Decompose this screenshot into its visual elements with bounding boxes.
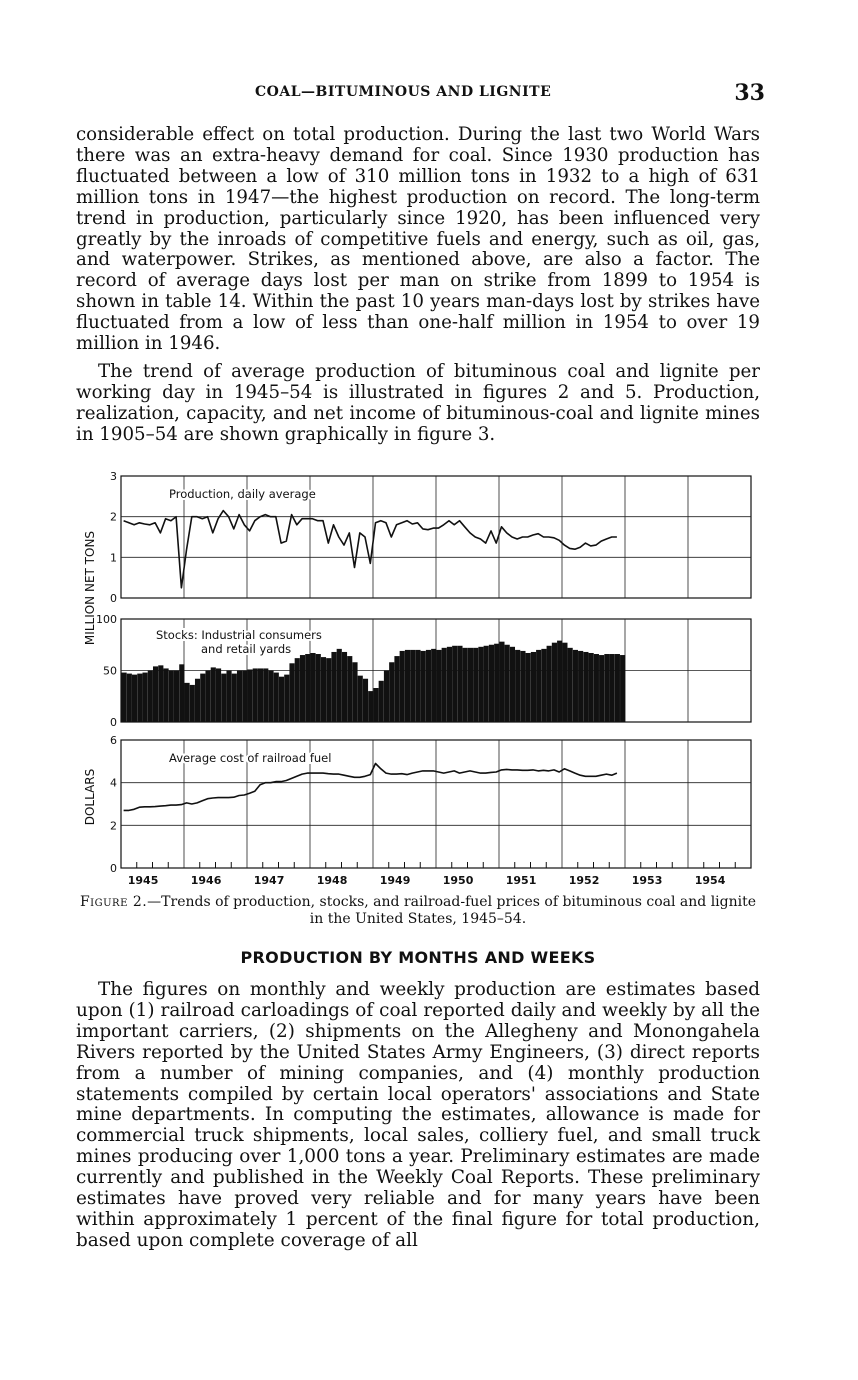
stock-bar <box>127 674 132 722</box>
stock-bar <box>232 674 237 722</box>
stock-bar <box>253 668 258 722</box>
stock-bar <box>284 675 289 722</box>
stock-bar <box>552 643 557 722</box>
production-line <box>124 511 617 588</box>
stock-bar <box>547 646 552 722</box>
x-tick-label: 1950 <box>442 874 474 887</box>
figure-caption-text: —Trends of production, stocks, and railroad-fuel prices of bituminous coal and lignite in the United States, 1945–54. <box>147 894 757 927</box>
running-head <box>75 80 765 106</box>
y-tick-label: 0 <box>110 592 117 605</box>
chart-panel-2 <box>96 613 751 729</box>
stock-bar <box>295 658 300 722</box>
stock-bar <box>321 657 326 722</box>
stock-bar <box>363 679 368 722</box>
x-tick-label: 1946 <box>190 874 222 887</box>
panel-title: Average cost of railroad fuel <box>169 751 332 765</box>
stock-bar <box>389 662 394 722</box>
stock-bar <box>594 654 599 722</box>
stock-bar <box>200 674 205 722</box>
stock-bar <box>499 642 504 722</box>
y-tick-label: 6 <box>110 734 117 747</box>
stock-bar <box>237 671 242 723</box>
stock-bar <box>505 645 510 722</box>
stock-bar <box>190 685 195 722</box>
stock-bar <box>305 654 310 722</box>
stock-bar <box>205 671 210 723</box>
stock-bar <box>326 658 331 722</box>
stocks-title-line: and retail yards <box>201 642 292 656</box>
x-tick-label: 1947 <box>253 874 285 887</box>
stock-bar <box>515 650 520 722</box>
x-tick-label: 1948 <box>316 874 348 887</box>
x-tick-label: 1953 <box>631 874 663 887</box>
stock-bar <box>510 647 515 722</box>
chart-panel-1 <box>110 470 751 605</box>
y-tick-label: 2 <box>110 819 117 833</box>
y-tick-label: 100 <box>96 613 117 626</box>
stock-bar <box>279 677 284 722</box>
fuel-cost-line <box>124 764 617 811</box>
stock-bar <box>337 649 342 722</box>
body-paragraph-2: The trend of average production of bituminous coal and lignite per working day in 1945–54 is illustrated in figures 2 and 5. Production, realization, capacity, and net income of bituminous-coal and lignite mines in 1905–54 are shown graphically in figure 3. <box>76 361 760 445</box>
figure-caption-lead: Figure 2. <box>79 894 148 910</box>
x-tick-label: 1945 <box>127 874 159 887</box>
stock-bar <box>426 650 431 722</box>
page-number: 33 <box>734 80 765 106</box>
y-tick-label: 3 <box>110 470 117 483</box>
stock-bar <box>568 648 573 722</box>
stock-bar <box>132 675 137 722</box>
stock-bar <box>263 668 268 722</box>
stock-bar <box>536 650 541 722</box>
chart-panels <box>96 470 751 887</box>
stock-bar <box>268 671 273 723</box>
stock-bar <box>216 668 221 722</box>
stock-bar <box>599 655 604 722</box>
stock-bar <box>478 647 483 722</box>
stock-bar <box>179 664 184 722</box>
stock-bar <box>541 649 546 722</box>
stocks-title-line: Stocks: Industrial consumers <box>156 628 322 642</box>
body-paragraph-3: The figures on monthly and weekly production are estimates based upon (1) railroad carloadings of coal reported daily and weekly by all the important carriers, (2) shipments on the Allegheny and Monongahela Rivers reported by the United States Army Engineers, (3) direct reports from a number of mining companies, and (4) monthly production statements compiled by certain local operators' associations and State mine departments. In computing the estimates, allowance is made for commercial truck shipments, local sales, colliery fuel, and small truck mines producing over 1,000 tons a year. Preliminary estimates are made currently and published in the Weekly Coal Reports. These preliminary estimates have proved very reliable and for many years have been within approximately 1 percent of the final figure for total production, based upon complete coverage of all <box>76 979 760 1251</box>
stock-bar <box>342 652 347 722</box>
section-heading: PRODUCTION BY MONTHS AND WEEKS <box>240 948 596 967</box>
y-axis-label-tons: MILLION NET TONS <box>83 530 97 646</box>
stock-bar <box>489 645 494 722</box>
stock-bar <box>400 651 405 722</box>
stock-bar <box>526 653 531 722</box>
y-tick-label: 4 <box>110 776 117 790</box>
stock-bar <box>589 653 594 722</box>
stock-bar <box>274 673 279 722</box>
stock-bar <box>242 671 247 723</box>
stock-bar <box>379 681 384 722</box>
y-tick-label: 50 <box>103 664 117 678</box>
stock-bar <box>394 656 399 722</box>
stock-bar <box>457 646 462 722</box>
stock-bar <box>122 673 127 722</box>
stock-bar <box>463 648 468 722</box>
y-tick-label: 2 <box>110 510 117 524</box>
stock-bar <box>447 647 452 722</box>
figure-caption <box>76 894 760 928</box>
stock-bar <box>352 662 357 722</box>
stock-bar <box>436 650 441 722</box>
x-tick-label: 1954 <box>694 874 726 887</box>
stock-bar <box>610 654 615 722</box>
stock-bar <box>158 665 163 722</box>
stock-bar <box>137 674 142 722</box>
stock-bar <box>531 652 536 722</box>
chart-panel-3 <box>110 734 751 887</box>
stock-bar <box>452 646 457 722</box>
stock-bar <box>473 648 478 722</box>
figure-2 <box>76 462 766 892</box>
stock-bar <box>604 654 609 722</box>
stock-bar <box>163 668 168 722</box>
stock-bar <box>289 663 294 722</box>
stock-bar <box>468 648 473 722</box>
stock-bar <box>410 650 415 722</box>
x-tick-label: 1952 <box>568 874 600 887</box>
stock-bar <box>169 671 174 723</box>
stock-bar <box>142 673 147 722</box>
body-paragraph-1: considerable effect on total production. During the last two World Wars there was an extra-heavy demand for coal. Since 1930 production has fluctuated between a low of 310 million tons in 1932 to a high of 631 million tons in 1947—the highest production on record. The long-term trend in production, particularly since 1920, has been influenced very greatly by the inroads of competitive fuels and energy, such as oil, gas, and waterpower. Strikes, as mentioned above, are also a factor. The record of average days lost per man on strike from 1899 to 1954 is shown in table 14. Within the past 10 years man-days lost by strikes have fluctuated from a low of less than one-half million in 1954 to over 19 million in 1946. <box>76 124 760 355</box>
panel-title: Production, daily average <box>169 487 316 501</box>
stock-bar <box>415 650 420 722</box>
stock-bar <box>184 683 189 722</box>
stock-bar <box>620 655 625 722</box>
y-tick-label: 1 <box>110 551 117 565</box>
stock-bar <box>573 650 578 722</box>
stock-bar <box>221 674 226 722</box>
stock-bar <box>368 691 373 722</box>
stock-bar <box>148 671 153 723</box>
stock-bar <box>174 671 179 723</box>
y-axis-label-dollars: DOLLARS <box>83 768 97 826</box>
stock-bar <box>494 644 499 722</box>
x-tick-label: 1949 <box>379 874 411 887</box>
stock-bar <box>316 654 321 722</box>
stock-bar <box>247 669 252 722</box>
stock-bar <box>347 656 352 722</box>
stock-bar <box>300 655 305 722</box>
stock-bar <box>211 667 216 722</box>
stock-bar <box>384 671 389 723</box>
stock-bar <box>484 646 489 722</box>
figure-chart <box>76 462 766 892</box>
stock-bar <box>583 652 588 722</box>
stock-bar <box>557 641 562 722</box>
x-tick-label: 1951 <box>505 874 537 887</box>
running-title: COAL—BITUMINOUS AND LIGNITE <box>255 84 552 100</box>
stock-bar <box>578 651 583 722</box>
stock-bar <box>331 652 336 722</box>
y-tick-label: 0 <box>110 862 117 875</box>
stock-bar <box>258 668 263 722</box>
stock-bar <box>421 651 426 722</box>
stock-bar <box>153 666 158 722</box>
stock-bar <box>562 643 567 722</box>
stock-bar <box>615 654 620 722</box>
stock-bar <box>226 671 231 723</box>
stock-bar <box>373 688 378 722</box>
stock-bar <box>405 650 410 722</box>
y-tick-label: 0 <box>110 716 117 729</box>
stock-bar <box>310 653 315 722</box>
stock-bar <box>442 648 447 722</box>
stock-bar <box>431 649 436 722</box>
stock-bar <box>195 679 200 722</box>
stock-bar <box>520 651 525 722</box>
stock-bar <box>358 676 363 722</box>
